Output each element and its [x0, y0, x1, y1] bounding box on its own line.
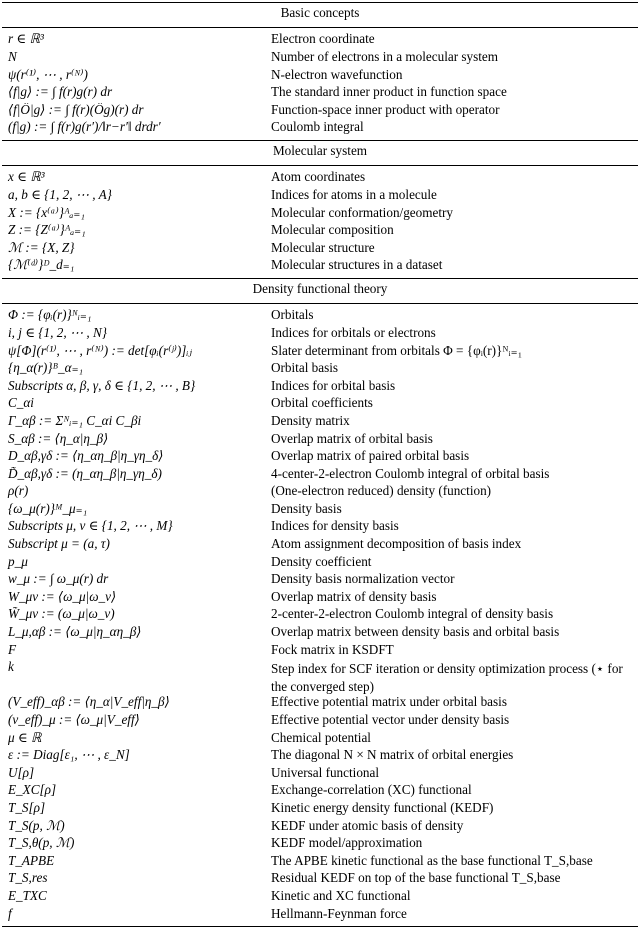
- notation-description: Overlap matrix between density basis and orbital basis: [271, 625, 560, 640]
- notation-symbol: D_αβ,γδ := ⟨η_αη_β|η_γη_δ⟩: [8, 449, 164, 464]
- notation-symbol: Z := {Z⁽ᵃ⁾}ᴬₐ₌₁: [8, 223, 86, 238]
- notation-row: [2, 783, 638, 801]
- notation-row: [2, 68, 638, 86]
- notation-row: [2, 695, 638, 713]
- notation-symbol: T_S,res: [8, 871, 48, 886]
- notation-description: Residual KEDF on top of the base functional T_S,base: [271, 871, 561, 886]
- notation-row: [2, 731, 638, 749]
- notation-description: Molecular conformation/geometry: [271, 205, 453, 220]
- notation-row: [2, 165, 638, 188]
- notation-row: [2, 103, 638, 121]
- notation-row: [2, 502, 638, 520]
- notation-description: Density basis: [271, 501, 342, 516]
- notation-symbol: E_XC[ρ]: [8, 783, 57, 798]
- notation-description: Kinetic and XC functional: [271, 888, 411, 903]
- section-title: Molecular system: [2, 140, 638, 165]
- notation-description: Fock matrix in KSDFT: [271, 642, 394, 657]
- notation-description: Density matrix: [271, 413, 350, 428]
- notation-row: [2, 50, 638, 68]
- notation-description: Molecular structure: [271, 240, 375, 255]
- section-header: [2, 140, 638, 165]
- notation-row: [2, 836, 638, 854]
- notation-description: KEDF under atomic basis of density: [271, 818, 464, 833]
- notation-row: [2, 660, 638, 695]
- notation-description: (One-electron reduced) density (function): [271, 484, 492, 499]
- notation-symbol: w_μ := ∫ ω_μ(r) dr: [8, 572, 109, 587]
- notation-row: [2, 854, 638, 872]
- notation-row: [2, 396, 638, 414]
- notation-description: Hellmann-Feynman force: [265, 907, 638, 927]
- notation-description: Overlap matrix of paired orbital basis: [271, 449, 470, 464]
- notation-symbol: {ω_μ(r)}ᴹ_μ₌₁: [8, 501, 88, 516]
- notation-row: [2, 713, 638, 731]
- notation-symbol: i, j ∈ {1, 2, ⋯ , N}: [8, 325, 108, 340]
- notation-symbol: D̃_αβ,γδ := (η_αη_β|η_γη_δ): [8, 466, 162, 481]
- notation-symbol: {ℳ⁽ᵈ⁾}ᴰ_d₌₁: [8, 258, 75, 273]
- notation-description: Molecular composition: [271, 223, 394, 238]
- notation-description: Universal functional: [271, 765, 380, 780]
- notation-description: The standard inner product in function space: [271, 85, 507, 100]
- notation-symbol: E_TXC: [8, 888, 47, 903]
- notation-description: Atom assignment decomposition of basis index: [271, 537, 522, 552]
- notation-symbol: ⟨f|Ô|g⟩ := ∫ f(r)(Ôg)(r) dr: [8, 102, 144, 117]
- notation-symbol: T_S[ρ]: [8, 800, 46, 815]
- notation-row: [2, 449, 638, 467]
- notation-symbol: p_μ: [8, 554, 28, 569]
- notation-description: Effective potential matrix under orbital basis: [271, 695, 507, 710]
- notation-row: [2, 361, 638, 379]
- notation-symbol: (V_eff)_αβ := ⟨η_α|V_eff|η_β⟩: [8, 695, 170, 710]
- notation-row: [2, 572, 638, 590]
- notation-symbol: f: [2, 907, 265, 927]
- notation-description: Slater determinant from orbitals Φ = {φᵢ(r)}ᴺᵢ₌₁: [271, 343, 523, 358]
- notation-row: [2, 188, 638, 206]
- notation-row: [2, 303, 638, 326]
- notation-row: [2, 28, 638, 51]
- notation-description: The APBE kinetic functional as the base functional T_S,base: [271, 853, 593, 868]
- notation-description: Molecular structures in a dataset: [271, 258, 443, 273]
- notation-symbol: Subscript μ = (a, τ): [8, 537, 110, 552]
- notation-description: Chemical potential: [271, 730, 371, 745]
- notation-row: [2, 555, 638, 573]
- notation-description: N-electron wavefunction: [271, 67, 403, 82]
- notation-description: The diagonal N × N matrix of orbital energies: [271, 748, 514, 763]
- notation-table: [2, 2, 638, 927]
- notation-description: Density basis normalization vector: [271, 572, 455, 587]
- notation-symbol: ε := Diag[ε₁, ⋯ , ε_N]: [8, 748, 130, 763]
- notation-row: [2, 326, 638, 344]
- notation-symbol: ρ(r): [8, 484, 29, 499]
- notation-symbol: T_S(p, ℳ): [8, 818, 65, 833]
- notation-symbol: W̃_μν := (ω_μ|ω_ν): [8, 607, 115, 622]
- notation-row: [2, 537, 638, 555]
- notation-description: Indices for density basis: [271, 519, 399, 534]
- notation-description: Effective potential vector under density basis: [271, 713, 510, 727]
- notation-symbol: ψ(r⁽¹⁾, ⋯ , r⁽ᴺ⁾): [8, 67, 88, 82]
- notation-description: 4-center-2-electron Coulomb integral of orbital basis: [271, 466, 550, 481]
- notation-symbol: Subscripts α, β, γ, δ ∈ {1, 2, ⋯ , B}: [8, 378, 196, 393]
- notation-row: [2, 819, 638, 837]
- notation-row: [2, 607, 638, 625]
- notation-symbol: U[ρ]: [8, 765, 35, 780]
- notation-symbol: ψ[Φ](r⁽¹⁾, ⋯ , r⁽ᴺ⁾) := det[φᵢ(r⁽ʲ⁾)]ᵢⱼ: [8, 343, 192, 358]
- notation-row: [2, 590, 638, 608]
- notation-row: [2, 414, 638, 432]
- notation-description: Indices for orbitals or electrons: [271, 325, 436, 340]
- notation-row: [2, 484, 638, 502]
- notation-row: [2, 643, 638, 661]
- notation-symbol: T_APBE: [8, 853, 55, 868]
- notation-table-body: [2, 3, 638, 927]
- notation-description: Coulomb integral: [271, 120, 364, 135]
- notation-row: [2, 432, 638, 450]
- notation-row: [2, 766, 638, 784]
- notation-symbol: (f|g) := ∫ f(r)g(r′)/‖r−r′‖ drdr′: [8, 120, 161, 135]
- notation-row: [2, 467, 638, 485]
- notation-symbol: N: [8, 50, 17, 64]
- notation-symbol: C_αi: [8, 396, 34, 411]
- notation-symbol: T_S,θ(p, ℳ): [8, 836, 75, 851]
- notation-description: Overlap matrix of orbital basis: [271, 431, 433, 446]
- section-header: [2, 3, 638, 28]
- notation-description: Orbitals: [271, 306, 314, 322]
- notation-symbol: a, b ∈ {1, 2, ⋯ , A}: [8, 187, 112, 202]
- notation-description: Step index for SCF iteration or density optimization process (⋆ for the converged step): [271, 661, 623, 694]
- notation-row: [2, 889, 638, 907]
- notation-description: Kinetic energy density functional (KEDF): [271, 800, 494, 815]
- notation-row: [2, 871, 638, 889]
- notation-description: Atom coordinates: [271, 168, 366, 184]
- notation-description: Orbital coefficients: [271, 396, 373, 411]
- notation-description: Overlap matrix of density basis: [271, 589, 437, 604]
- notation-symbol: X := {x⁽ᵃ⁾}ᴬₐ₌₁: [8, 205, 85, 220]
- notation-description: Density coefficient: [271, 554, 372, 569]
- notation-description: Electron coordinate: [271, 31, 375, 46]
- notation-symbol: k: [8, 660, 14, 675]
- notation-symbol: Γ_αβ := Σᴺᵢ₌₁ C_αi C_βi: [8, 413, 142, 428]
- notation-description: Indices for orbital basis: [271, 378, 396, 393]
- notation-row: [2, 85, 638, 103]
- notation-description: Exchange-correlation (XC) functional: [271, 783, 472, 798]
- notation-description: 2-center-2-electron Coulomb integral of density basis: [271, 607, 554, 622]
- notation-row: [2, 519, 638, 537]
- notation-description: KEDF model/approximation: [271, 836, 423, 851]
- notation-symbol: S_αβ := ⟨η_α|η_β⟩: [8, 431, 109, 446]
- section-title: Basic concepts: [2, 3, 638, 28]
- notation-row: [2, 907, 638, 927]
- notation-symbol: Subscripts μ, ν ∈ {1, 2, ⋯ , M}: [8, 519, 173, 534]
- notation-row: [2, 206, 638, 224]
- notation-description: Indices for atoms in a molecule: [271, 187, 437, 202]
- section-header: [2, 278, 638, 303]
- notation-symbol: (v_eff)_μ := ⟨ω_μ|V_eff⟩: [8, 713, 140, 727]
- notation-symbol: x ∈ ℝ³: [8, 168, 45, 184]
- notation-symbol: Φ := {φᵢ(r)}ᴺᵢ₌₁: [8, 306, 92, 322]
- notation-row: [2, 625, 638, 643]
- notation-row: [2, 344, 638, 362]
- notation-symbol: ℳ := {X, Z}: [8, 240, 75, 255]
- notation-symbol: μ ∈ ℝ: [8, 730, 42, 745]
- notation-description: Number of electrons in a molecular system: [271, 50, 499, 64]
- notation-symbol: r ∈ ℝ³: [8, 31, 44, 46]
- notation-symbol: L_μ,αβ := ⟨ω_μ|η_αη_β⟩: [8, 625, 142, 640]
- notation-row: [2, 258, 638, 278]
- notation-row: [2, 223, 638, 241]
- notation-symbol: {η_α(r)}ᴮ_α₌₁: [8, 361, 84, 376]
- notation-description: Function-space inner product with operator: [271, 102, 500, 117]
- notation-row: [2, 748, 638, 766]
- notation-row: [2, 241, 638, 259]
- notation-description: Orbital basis: [271, 361, 339, 376]
- notation-symbol: F: [8, 642, 17, 657]
- notation-row: [2, 801, 638, 819]
- notation-symbol: ⟨f|g⟩ := ∫ f(r)g(r) dr: [8, 85, 113, 100]
- section-title: Density functional theory: [2, 278, 638, 303]
- notation-row: [2, 120, 638, 140]
- notation-symbol: W_μν := ⟨ω_μ|ω_ν⟩: [8, 589, 117, 604]
- notation-row: [2, 379, 638, 397]
